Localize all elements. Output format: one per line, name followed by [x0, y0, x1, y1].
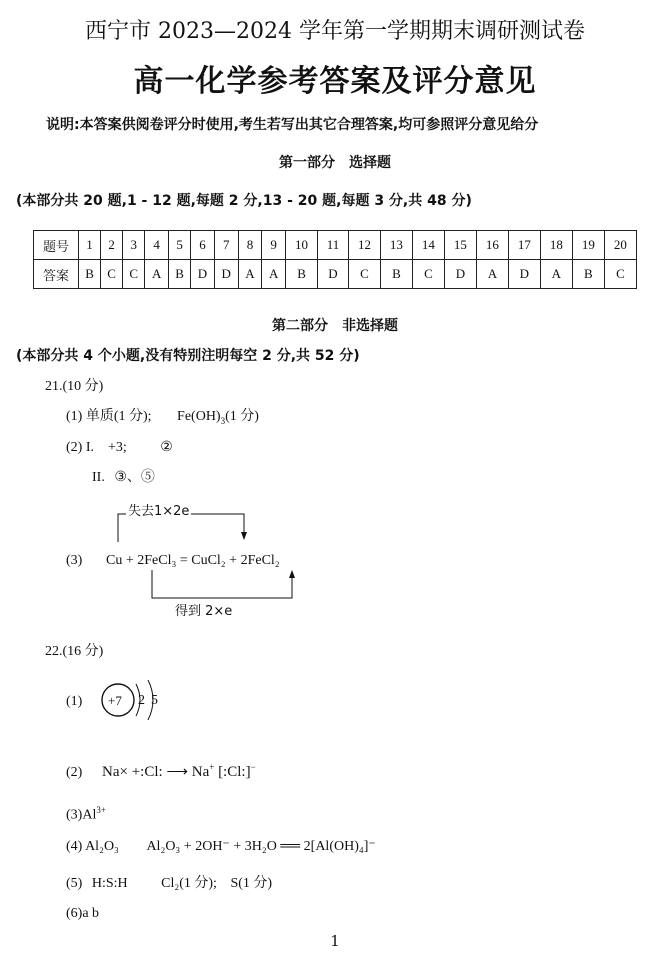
grading-note: 说明:本答案供阅卷评分时使用,考生若写出其它合理答案,均可参照评分意见给分: [46, 117, 539, 133]
answer-cell: C: [123, 260, 145, 289]
q22-part6: [66, 906, 99, 922]
q22-part5-answer-b: Cl₂(1 分);: [161, 876, 217, 891]
gain-bracket-line: [152, 570, 292, 598]
q21-part1-answer-a: 单质(1 分);: [85, 409, 152, 424]
redox-equation: Cu + 2FeCl₃ = CuCl₂ + 2FeCl₂: [106, 553, 280, 568]
chloride-ion: [:Cl:]−: [218, 762, 256, 780]
answer-cell: A: [540, 260, 572, 289]
q22-part1-label: (1): [66, 694, 83, 709]
answer-cell: D: [444, 260, 476, 289]
shell1-electrons: 2: [138, 693, 145, 708]
question-number-cell: 10: [286, 231, 318, 260]
q22-part3-label: (3): [66, 807, 83, 823]
q22-part2-label: (2): [66, 765, 83, 780]
answer-cell: D: [508, 260, 540, 289]
q21-title: 21.(10 分): [45, 379, 104, 394]
answer-cell: C: [604, 260, 636, 289]
sodium-symbol: Na: [102, 764, 120, 780]
question-number-cell: 15: [444, 231, 476, 260]
q22-part4-equation: Al₂O₃ + 2OH⁻ + 3H₂O ══ 2[Al(OH)₄]⁻: [146, 839, 376, 854]
q21-part2-answer-circle: ②: [160, 440, 173, 455]
q22-part4-answer-a: Al₂O₃: [85, 839, 119, 854]
answer-cell: A: [476, 260, 508, 289]
q21-part1-label: (1): [66, 409, 83, 424]
answer-cell: B: [286, 260, 318, 289]
part2-heading: 第二部分 非选择题: [272, 318, 398, 334]
formula-fe-oh: Fe(OH): [177, 409, 221, 424]
sodium-ion: Na: [191, 764, 210, 780]
q21-part1-answer-b: [177, 409, 259, 424]
h2s-electron-formula: H:S:H: [91, 876, 128, 891]
q21-part2-label: (2): [66, 440, 83, 455]
question-number-cell: 16: [476, 231, 508, 260]
ionic-bond-formation: [102, 762, 256, 781]
answer-cell: C: [412, 260, 444, 289]
question-number-cell: 9: [262, 231, 286, 260]
question-number-cell: 20: [604, 231, 636, 260]
q22-part4: [66, 838, 376, 855]
q22-part3: [66, 805, 106, 824]
question-number-cell: 1: [79, 231, 101, 260]
exam-title: 西宁市 2023—2024 学年第一学期期末调研测试卷: [85, 19, 585, 44]
question-number-cell: 8: [238, 231, 262, 260]
q22-part6-answer: a b: [82, 906, 100, 921]
q21-part2-ii-label: II.: [92, 470, 105, 485]
q21-part2-answer-i: I. +3;: [85, 440, 127, 455]
question-number-cell: 4: [145, 231, 169, 260]
question-number-cell: 3: [123, 231, 145, 260]
question-number-row: [34, 231, 637, 260]
arrow-down-icon: [241, 532, 247, 540]
charge-plus: +: [209, 762, 215, 772]
electron-gain-label: 得到 2×e: [175, 604, 233, 619]
q21-part2-ii: [92, 466, 155, 486]
answer-cell: B: [572, 260, 604, 289]
answer-cell: B: [79, 260, 101, 289]
q22-part5: [66, 872, 272, 892]
question-number-cell: 18: [540, 231, 572, 260]
score-note: (1 分): [225, 409, 259, 424]
answer-cell: A: [145, 260, 169, 289]
answer-table: [33, 230, 637, 289]
answer-cell: D: [318, 260, 349, 289]
ion-charge: 3+: [96, 805, 106, 815]
part2-info: (本部分共 4 个小题,没有特别注明每空 2 分,共 52 分): [16, 348, 360, 364]
part1-heading: 第一部分 选择题: [279, 155, 391, 171]
question-number-cell: 11: [318, 231, 349, 260]
electron-loss-label: 失去1×2e: [126, 500, 191, 519]
q21-part2-ii-answer: ③、⑤: [114, 470, 155, 485]
part1-info: (本部分共 20 题,1 - 12 题,每题 2 分,13 - 20 题,每题 3 分,共 48 分): [16, 193, 472, 209]
page-number: 1: [330, 932, 340, 950]
answer-cell: B: [169, 260, 191, 289]
answer-cell: D: [191, 260, 215, 289]
q21-part1: [66, 405, 259, 426]
chloride-symbol: Cl: [227, 764, 242, 780]
question-number-cell: 5: [169, 231, 191, 260]
nucleus-charge: +7: [108, 693, 122, 708]
aluminum-ion: Al: [82, 807, 97, 823]
answer-cell: C: [101, 260, 123, 289]
electron-cross: ×: [119, 764, 128, 780]
subscript: 3: [220, 415, 226, 426]
arrow-up-icon: [289, 570, 295, 578]
shell2-electrons: 5: [151, 693, 158, 708]
answer-row: [34, 260, 637, 289]
answer-cell: C: [348, 260, 380, 289]
question-number-cell: 12: [348, 231, 380, 260]
question-number-cell: 7: [214, 231, 238, 260]
answer-cell: A: [238, 260, 262, 289]
q22-part6-label: (6): [66, 906, 83, 921]
q22-title: 22.(16 分): [45, 644, 104, 659]
q22-part4-label: (4): [66, 839, 83, 854]
question-number-cell: 6: [191, 231, 215, 260]
question-number-cell: 13: [380, 231, 412, 260]
question-number-cell: 14: [412, 231, 444, 260]
answer-cell: B: [380, 260, 412, 289]
chlorine-atom: +:Cl:: [131, 764, 163, 780]
chlorine-symbol: Cl: [144, 764, 159, 780]
question-number-cell: 17: [508, 231, 540, 260]
q22-part5-label: (5): [66, 876, 83, 891]
row-label-answer: 答案: [34, 260, 79, 289]
q21-part3-label: (3): [66, 553, 83, 568]
row-label-question: 题号: [34, 231, 79, 260]
q22-part5-answer-c: S(1 分): [230, 876, 273, 891]
answer-cell: A: [262, 260, 286, 289]
answer-cell: D: [214, 260, 238, 289]
question-number-cell: 19: [572, 231, 604, 260]
arrow-right-icon: ⟶: [166, 764, 188, 780]
q21-part2: [66, 436, 173, 456]
answer-key-title: 高一化学参考答案及评分意见: [133, 64, 537, 99]
question-number-cell: 2: [101, 231, 123, 260]
